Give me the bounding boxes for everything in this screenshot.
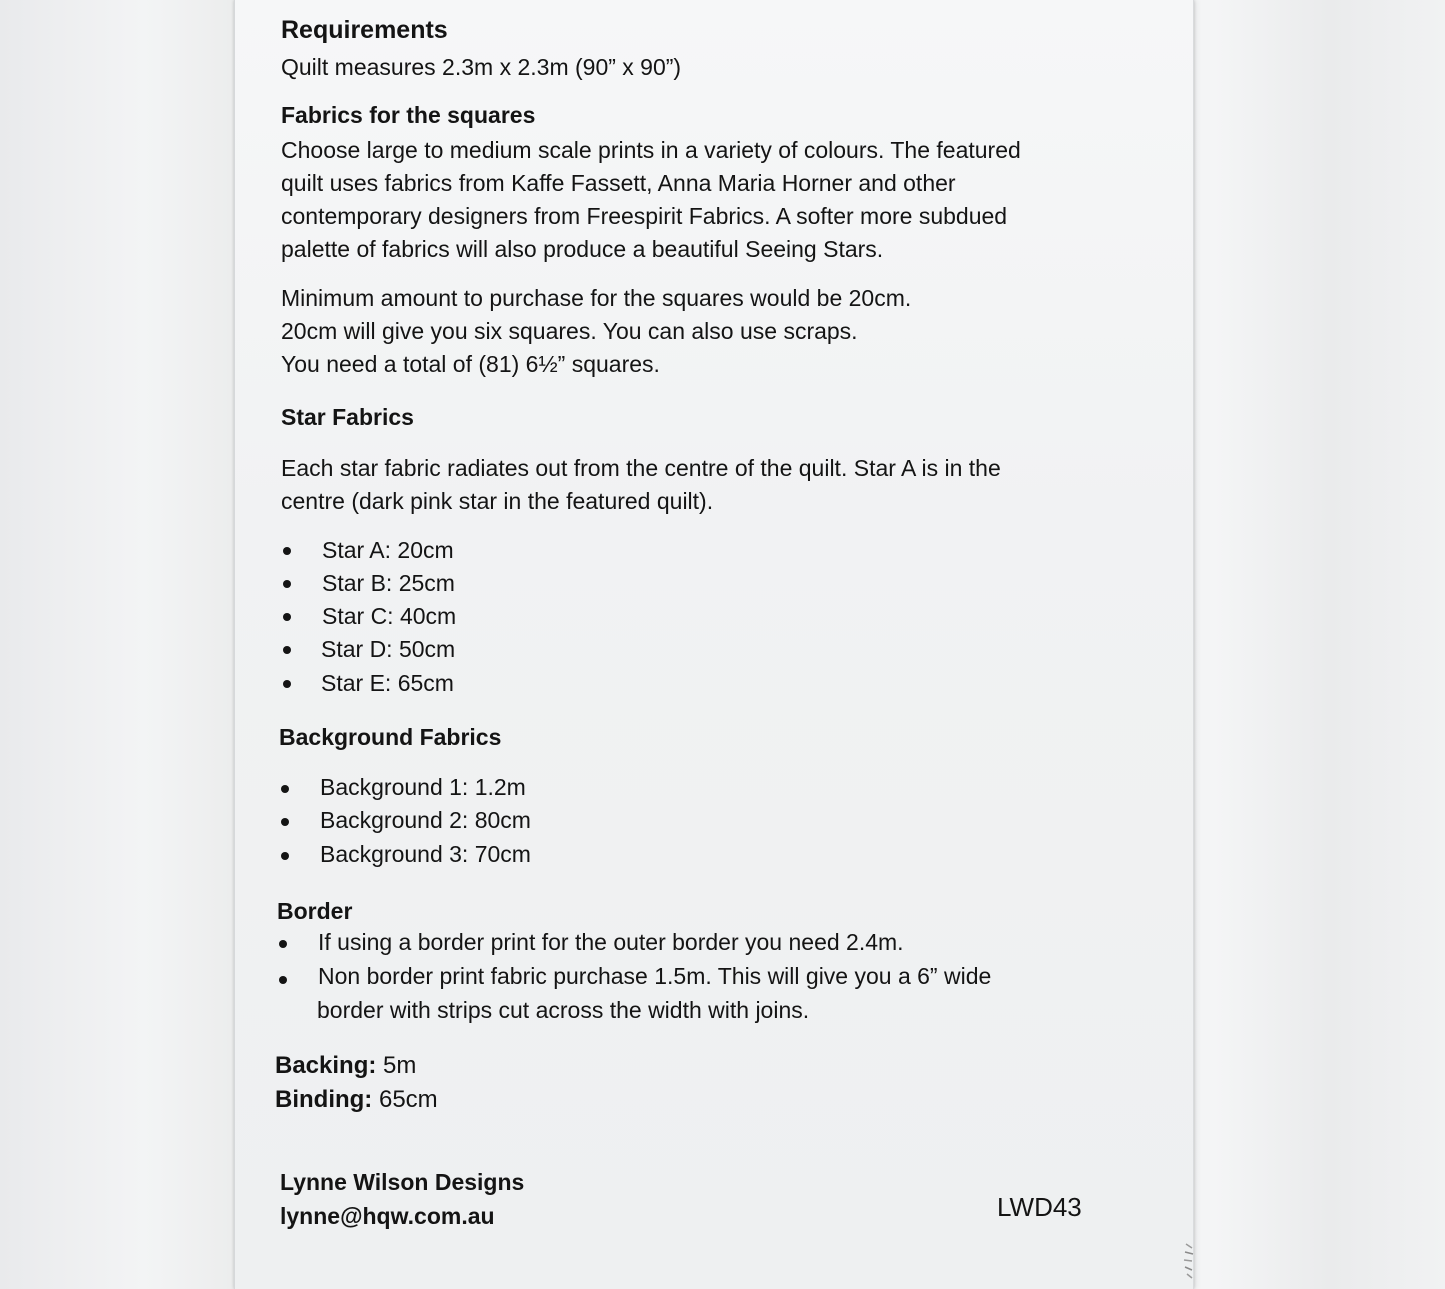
backing-value: 5m xyxy=(376,1052,417,1079)
star-item: Star B: 25cm xyxy=(322,570,455,596)
purchase-line-3: You need a total of (81) 6½” squares. xyxy=(281,351,660,377)
bullet xyxy=(279,940,287,948)
binding-label: Binding: xyxy=(275,1086,373,1113)
binding-line xyxy=(275,1083,438,1116)
star-item: Star E: 65cm xyxy=(321,670,454,696)
squares-line-3: contemporary designers from Freespirit Fabrics. A softer more subdued xyxy=(281,203,1008,229)
squares-line-1: Choose large to medium scale prints in a variety of colours. The featured xyxy=(281,137,1021,163)
star-item: Star C: 40cm xyxy=(322,603,457,629)
background-item: Background 3: 70cm xyxy=(320,841,531,867)
star-item: Star A: 20cm xyxy=(322,537,454,563)
border-item-2-line-1: Non border print fabric purchase 1.5m. This will give you a 6” wide xyxy=(318,963,992,989)
bullet xyxy=(279,976,287,984)
squares-line-2: quilt uses fabrics from Kaffe Fassett, Anna Maria Horner and other xyxy=(281,170,956,196)
star-heading: Star Fabrics xyxy=(281,404,414,430)
company-email: lynne@hqw.com.au xyxy=(280,1203,495,1229)
border-item-1: If using a border print for the outer border you need 2.4m. xyxy=(318,929,904,955)
card-edge-marks xyxy=(1180,1240,1196,1280)
background-heading: Background Fabrics xyxy=(279,724,502,750)
bullet xyxy=(283,680,291,688)
bullet xyxy=(283,547,291,555)
star-line-1: Each star fabric radiates out from the centre of the quilt. Star A is in the xyxy=(281,455,1001,481)
squares-line-4: palette of fabrics will also produce a beautiful Seeing Stars. xyxy=(281,236,884,262)
bullet xyxy=(283,580,291,588)
backing-label: Backing: xyxy=(275,1052,377,1079)
requirements-heading: Requirements xyxy=(281,16,448,44)
bullet xyxy=(281,818,289,826)
pattern-code: LWD43 xyxy=(997,1192,1082,1222)
bullet xyxy=(283,646,291,654)
purchase-line-2: 20cm will give you six squares. You can also use scraps. xyxy=(281,318,858,344)
border-item-2-line-2: border with strips cut across the width with joins. xyxy=(317,997,810,1023)
border-heading: Border xyxy=(277,898,353,924)
star-line-2: centre (dark pink star in the featured quilt). xyxy=(281,488,714,514)
bullet xyxy=(283,613,291,621)
binding-value: 65cm xyxy=(372,1086,438,1113)
bullet xyxy=(281,785,289,793)
background-item: Background 2: 80cm xyxy=(320,807,531,833)
bullet xyxy=(281,852,289,860)
quilt-measure-text: Quilt measures 2.3m x 2.3m (90” x 90”) xyxy=(281,54,682,80)
company-name: Lynne Wilson Designs xyxy=(280,1169,525,1195)
star-item: Star D: 50cm xyxy=(321,636,456,662)
purchase-line-1: Minimum amount to purchase for the squares would be 20cm. xyxy=(281,285,912,311)
background-item: Background 1: 1.2m xyxy=(320,774,526,800)
backing-line xyxy=(275,1049,416,1082)
squares-heading: Fabrics for the squares xyxy=(281,102,536,128)
